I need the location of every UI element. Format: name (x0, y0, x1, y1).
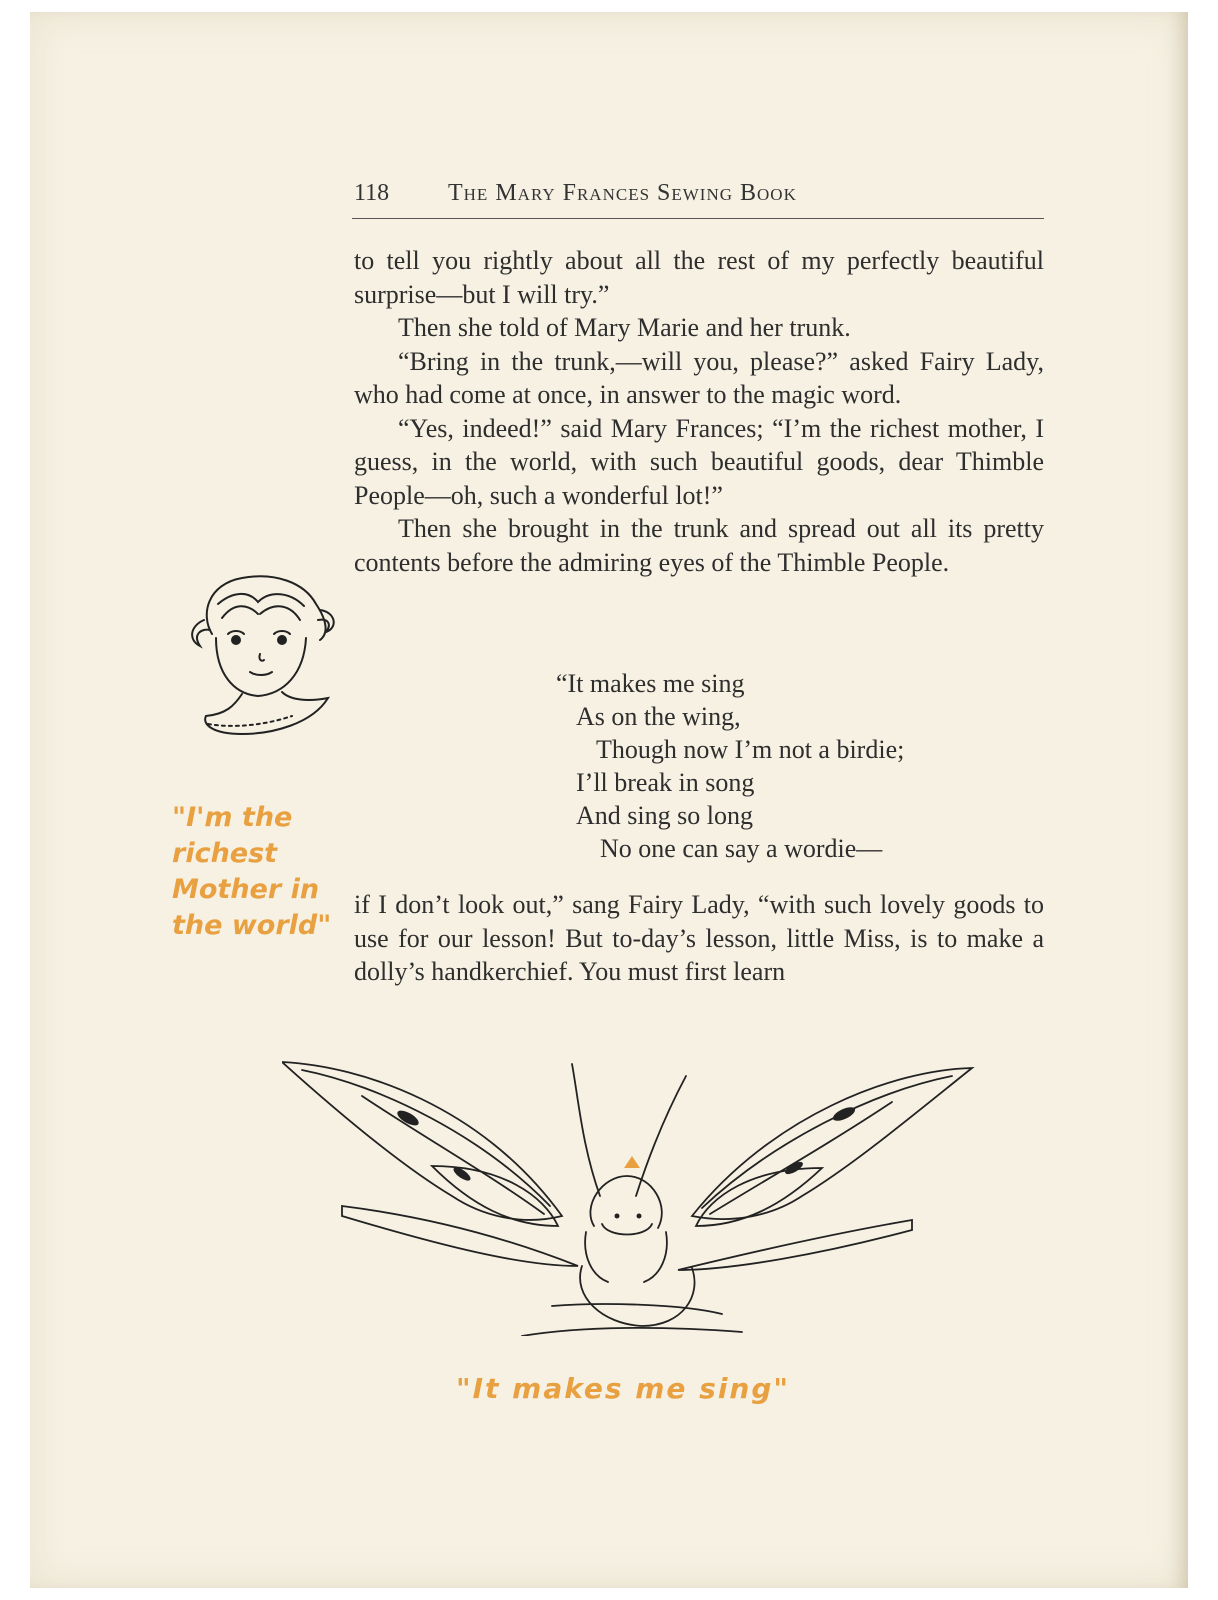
paragraph: “Yes, indeed!” said Mary Frances; “I’m the richest mother, I guess, in the world, with such beautiful goods, dear Thimble People—oh, such a wonderful lot!” (354, 413, 1044, 510)
verse-line: As on the wing, (576, 702, 741, 731)
caption-sing: "It makes me sing" (456, 1372, 790, 1405)
caption-mother: "I'm the richest Mother in the world" (172, 802, 332, 941)
body-text-top (354, 244, 1044, 579)
body-text-bottom (354, 888, 1044, 989)
paragraph: Then she told of Mary Marie and her trunk. (398, 313, 851, 342)
paragraph: “Bring in the trunk,—will you, please?” asked Fairy Lady, who had come at once, in answer to the magic word. (354, 346, 1044, 409)
girl-head-illustration (182, 574, 342, 740)
fairy-with-wings-illustration (282, 1056, 982, 1336)
verse-line: No one can say a wordie— (600, 834, 883, 863)
verse-line: Though now I’m not a birdie; (596, 735, 905, 764)
page-number: 118 (354, 180, 390, 206)
verse (556, 667, 904, 865)
running-header (352, 170, 1044, 219)
running-title: The Mary Frances Sewing Book (448, 180, 797, 206)
paragraph: to tell you rightly about all the rest of my perfectly beautiful surprise—but I will try.” (354, 246, 1044, 309)
verse-line: And sing so long (576, 801, 753, 830)
verse-line: “It makes me sing (556, 669, 745, 698)
verse-line: I’ll break in song (576, 768, 755, 797)
paragraph: if I don’t look out,” sang Fairy Lady, “with such lovely goods to use for our lesson! But to-day’s lesson, little Miss, is to make a dolly’s handkerchief. You must first learn (354, 890, 1044, 986)
paragraph: Then she brought in the trunk and spread out all its pretty contents before the admiring eyes of the Thimble People. (354, 514, 1044, 577)
